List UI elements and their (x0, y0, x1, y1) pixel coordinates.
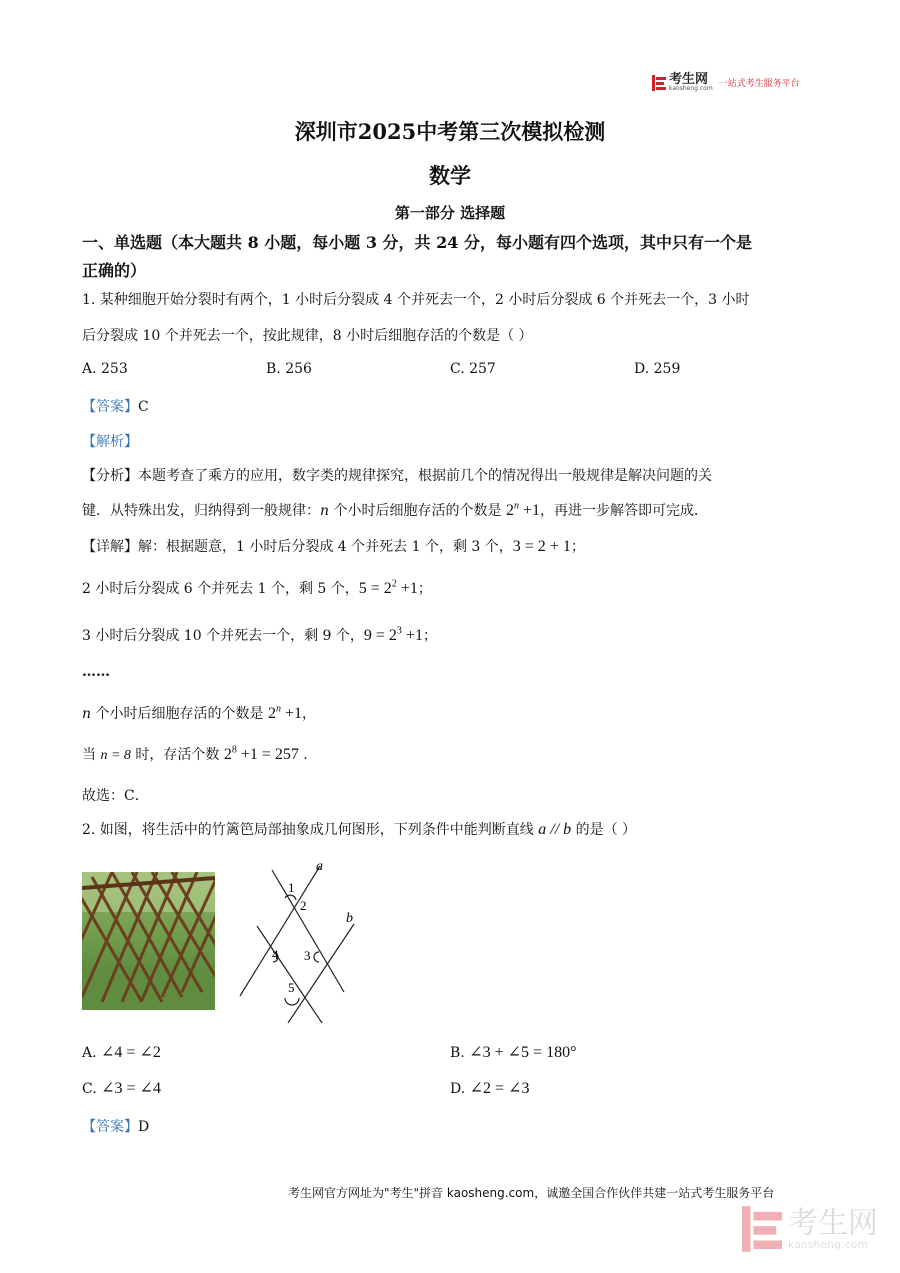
q2-answer (82, 1116, 149, 1136)
answer-value: C (138, 399, 149, 415)
q1-fenxi-line1: 【分析】本题考查了乘方的应用，数字类的规律探究，根据前几个的情况得出一般规律是解决问题的关 (82, 468, 712, 484)
transversal-2 (257, 926, 322, 1023)
parallel-lines-figure (232, 858, 362, 1026)
angle-4: 4 (272, 947, 279, 962)
kaosheng-watermark (742, 1206, 878, 1252)
q1-option-d: D. 259 (634, 361, 681, 377)
q1-detail-line3: 3 小时后分裂成 10 个并死去一个，剩 9 个，$9 = 2^3 +1$； (82, 625, 437, 644)
q1-when-n8: 当 n = 8 时，存活个数 $2^8 +1 = 257$ . (82, 744, 308, 763)
q1-analysis-tag: 【解析】 (82, 434, 138, 450)
angle-5: 5 (288, 980, 295, 995)
label-b: b (346, 911, 353, 926)
fenxi-tag: 【分析】 (82, 468, 138, 484)
transversal-1 (272, 870, 344, 992)
logo-brand: 考生网 (669, 72, 709, 87)
section-heading-line2: 正确的） (82, 261, 147, 280)
formula-2n-plus-1: $2^n +1$ (505, 500, 540, 519)
answer-tag: 【答案】 (82, 1119, 138, 1135)
q2-option-a: A. ∠4 = ∠2 (82, 1044, 161, 1061)
q1-stem-line1: 1. 某种细胞开始分裂时有两个，1 小时后分裂成 4 个并死去一个，2 小时后分裂成 6 个并死去一个，3 小时 (82, 292, 750, 308)
q1-conclusion: 故选：C． (82, 788, 149, 804)
angle-3: 3 (304, 948, 311, 963)
section-heading-line1: 一、单选题（本大题共 8 小题，每小题 3 分，共 24 分，每小题有四个选项，其中只有一个是 (82, 233, 752, 252)
bamboo-fence-photo (82, 872, 215, 1010)
watermark-domain: kaosheng.com (788, 1237, 869, 1251)
q1-option-c: C. 257 (450, 361, 496, 377)
line-b (288, 924, 354, 1023)
q1-answer (82, 396, 149, 416)
q2-stem: 2. 如图，将生活中的竹篱笆局部抽象成几何图形，下列条件中能判断直线 a // b 的是（ ） (82, 821, 637, 838)
q1-option-b: B. 256 (266, 361, 312, 377)
detail-tag: 【详解】 (82, 539, 138, 555)
q2-option-c: C. ∠3 = ∠4 (82, 1080, 161, 1097)
q1-general-rule: n 个小时后细胞存活的个数是 $2^n +1$， (82, 703, 316, 722)
footer-text: 考生网官方网址为"考生"拼音 kaosheng.com，诚邀全国合作伙伴共建一站式考生服务平台 (288, 1186, 775, 1200)
q1-stem-line2: 后分裂成 10 个并死去一个，按此规律，8 小时后细胞存活的个数是（ ） (82, 328, 533, 344)
answer-tag: 【答案】 (82, 399, 138, 415)
logo-slogan: 一站式考生服务平台 (718, 79, 800, 89)
kaosheng-logo-icon (652, 75, 666, 91)
q1-ellipsis: …… (82, 664, 110, 680)
logo-domain: kaosheng.com (669, 85, 713, 92)
label-a: a (316, 859, 323, 874)
q2-option-d: D. ∠2 = ∠3 (450, 1080, 530, 1097)
page-title: 深圳市2025中考第三次模拟检测 (294, 119, 606, 144)
q1-detail-line1: 【详解】解：根据题意，1 小时后分裂成 4 个并死去 1 个，剩 3 个，3 = 2 + 1； (82, 538, 585, 555)
header-logo[interactable] (652, 73, 800, 92)
angle-1: 1 (288, 880, 295, 895)
part-title: 第一部分 选择题 (394, 204, 506, 222)
q1-detail-line2: 2 小时后分裂成 6 个并死去 1 个，剩 5 个，$5 = 2^2 +1$； (82, 578, 432, 597)
angle-2: 2 (300, 898, 307, 913)
watermark-logo-icon (742, 1206, 782, 1252)
q1-option-a: A. 253 (82, 361, 128, 377)
subject-title: 数学 (429, 163, 471, 188)
q1-fenxi-line2: 键．从特殊出发，归纳得到一般规律：n 个小时后细胞存活的个数是 $2^n +1$，再进一步解答即可完成． (82, 500, 708, 519)
watermark-brand: 考生网 (788, 1205, 878, 1241)
q2-option-b: B. ∠3 + ∠5 = 180° (450, 1044, 577, 1061)
answer-value: D (138, 1119, 150, 1135)
